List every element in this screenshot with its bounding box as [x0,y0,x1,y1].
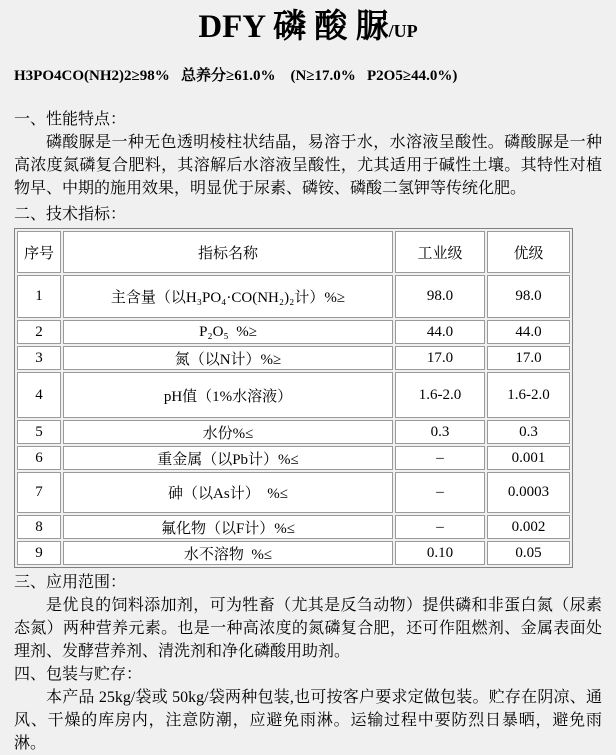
cell-serial: 9 [17,541,61,565]
cell-premium: 98.0 [487,275,570,318]
cell-serial: 2 [17,320,61,344]
title-main: DFY 磷 酸 脲 [198,9,389,45]
cell-premium: 0.001 [487,446,570,470]
col-header-premium: 优级 [487,231,570,273]
formula-summary-line: H3PO4CO(NH2)2≥98% 总养分≥61.0% (N≥17.0% P2O5≥44.0%) [14,68,458,84]
cell-indicator: 氮（以N计）%≥ [63,346,393,370]
table-row [17,420,570,444]
cell-indicator: 水不溶物 %≤ [63,541,393,565]
section-3-heading: 三、应用范围： [14,574,127,591]
cell-indicator: 砷（以As计） %≤ [63,472,393,513]
cell-premium: 0.002 [487,515,570,539]
cell-serial: 1 [17,275,61,318]
cell-serial: 5 [17,420,61,444]
table-row [17,515,570,539]
title-suffix: /UP [388,21,418,41]
section-1-body: 磷酸脲是一种无色透明棱柱状结晶，易溶于水，水溶液呈酸性。磷酸脲是一种高浓度氮磷复合肥料，其溶解后水溶液呈酸性，尤其适用于碱性土壤。其特性对植物早、中期的施用效果，明显优于尿素、磷铵、磷酸二氢钾等传统化肥。 [14,134,602,197]
col-header-industrial: 工业级 [395,231,485,273]
section-2-heading: 二、技术指标： [14,206,127,223]
cell-industrial: – [395,515,485,539]
page-title [14,6,602,52]
table-row [17,472,570,513]
cell-industrial: 17.0 [395,346,485,370]
cell-indicator: pH值（1%水溶液） [63,372,393,418]
table-row [17,346,570,370]
cell-serial: 8 [17,515,61,539]
cell-premium: 0.05 [487,541,570,565]
cell-premium: 1.6-2.0 [487,372,570,418]
section-1-heading: 一、性能特点： [14,111,127,128]
cell-industrial: 0.3 [395,420,485,444]
section-4-heading: 四、包装与贮存： [14,666,143,683]
col-header-serial: 序号 [17,231,61,273]
table-row [17,275,570,318]
cell-serial: 3 [17,346,61,370]
table-row [17,372,570,418]
cell-serial: 7 [17,472,61,513]
cell-industrial: 0.10 [395,541,485,565]
cell-industrial: 44.0 [395,320,485,344]
table-row [17,320,570,344]
cell-indicator: 水份%≤ [63,420,393,444]
spec-table [14,228,573,568]
cell-premium: 0.0003 [487,472,570,513]
col-header-indicator: 指标名称 [63,231,393,273]
cell-premium: 44.0 [487,320,570,344]
section-4-body: 本产品 25kg/袋或 50kg/袋两种包装,也可按客户要求定做包装。贮存在阴凉、通风、干燥的库房内，注意防潮，应避免雨淋。运输过程中要防烈日暴晒，避免雨淋。 [14,689,602,752]
cell-industrial: – [395,446,485,470]
cell-indicator: P₂O₅ %≥ [63,320,393,344]
table-row [17,541,570,565]
table-row [17,446,570,470]
section-3-body: 是优良的饲料添加剂，可为牲畜（尤其是反刍动物）提供磷和非蛋白氮（尿素态氮）两种营养元素。也是一种高浓度的氮磷复合肥，还可作阻燃剂、金属表面处理剂、发酵营养剂、清洗剂和净化磷酸用助剂。 [14,597,602,660]
cell-premium: 17.0 [487,346,570,370]
cell-industrial: 98.0 [395,275,485,318]
cell-indicator: 氟化物（以F计）%≤ [63,515,393,539]
table-header-row [17,231,570,273]
cell-premium: 0.3 [487,420,570,444]
cell-industrial: – [395,472,485,513]
cell-serial: 4 [17,372,61,418]
cell-industrial: 1.6-2.0 [395,372,485,418]
cell-indicator: 主含量（以H₃PO₄·CO(NH₂)₂计）%≥ [63,275,393,318]
cell-serial: 6 [17,446,61,470]
cell-indicator: 重金属（以Pb计）%≤ [63,446,393,470]
